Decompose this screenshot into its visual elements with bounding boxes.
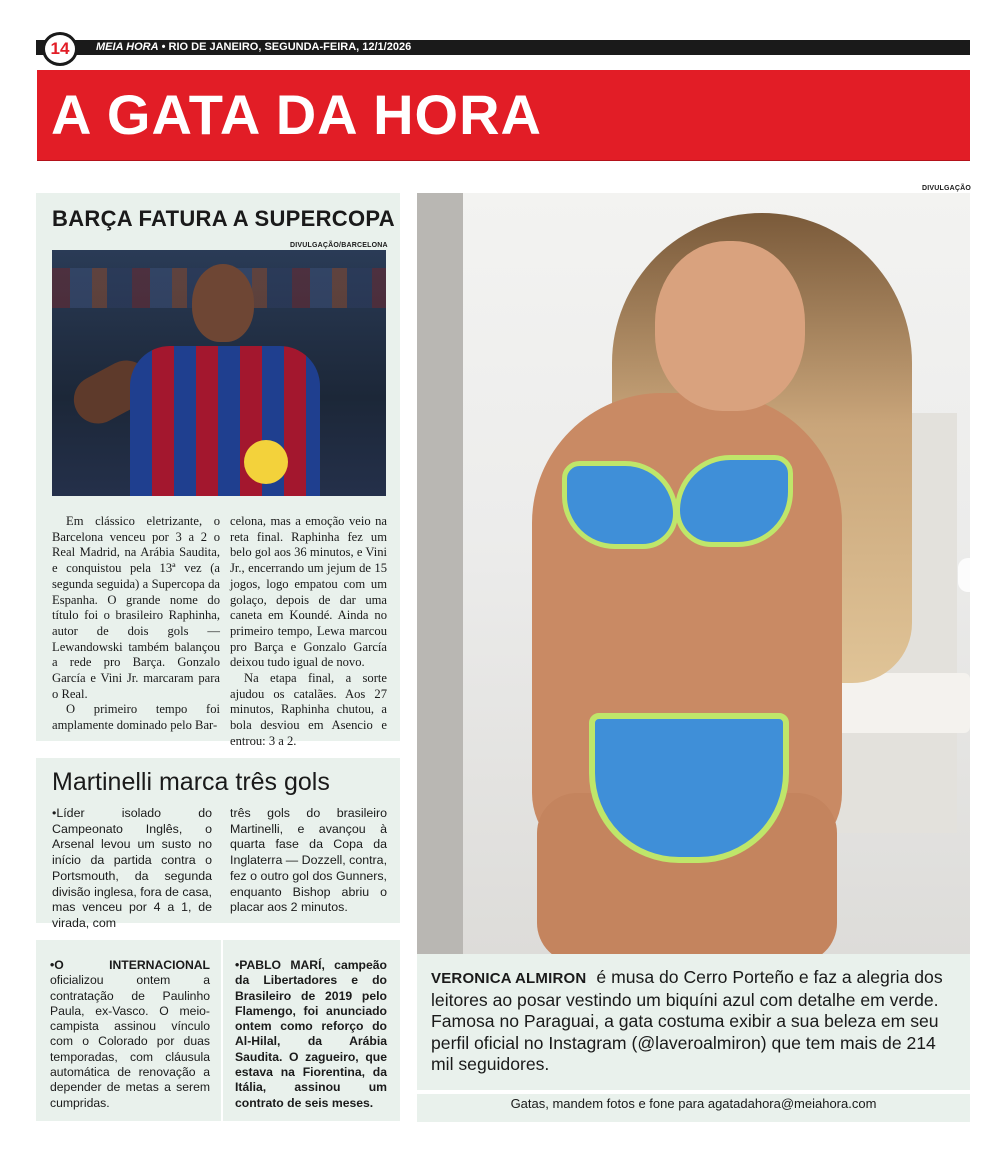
feature-caption-box: [417, 954, 970, 1090]
martinelli-column-1: •Líder isolado do Campeonato Inglês, o Arsenal levou um susto no início da partida contra o Portsmouth, da segunda divisão inglesa, fora de casa, mas venceu por 4 a 1, de virada, com: [52, 806, 212, 930]
player-head: [192, 264, 254, 342]
barca-paragraph: celona, mas a emoção veio na reta final. Raphinha fez um belo gol aos 36 minutos, e Vini Jr., encerrando um jejum de 15 jogos, logo empatou com um golaço, depois de dar uma caneta em Koundé. Ainda no primeiro tempo, Lewa marcou pro Barça e Gonzalo García deixou tudo igual de novo.: [230, 514, 387, 670]
pablo-mari-note: [223, 940, 400, 1121]
barca-column-1: [52, 514, 220, 734]
bikini-top-left: [562, 461, 678, 549]
barca-story: [36, 193, 400, 748]
barca-headline: BARÇA FATURA A SUPERCOPA: [52, 206, 395, 231]
internacional-lead: •O INTERNACIONAL: [50, 958, 210, 972]
pablo-mari-body: campeão da Libertadores e do Brasileiro de 2019 pelo Flamengo, foi anunciado ontem como reforço do Al-Hilal, da Arábia Saudita. O zagueiro, que estava na Fiorentina, da Itália, assinou um contrato de seis meses.: [235, 958, 387, 1110]
submission-footer: [417, 1094, 970, 1122]
model-face: [655, 241, 805, 411]
feature-caption: [431, 967, 959, 1076]
player-shirt: [130, 346, 320, 496]
barca-paragraph: Em clássico eletrizante, o Barcelona venceu por 3 a 2 o Real Madrid, na Arábia Saudita, e conquistou pela 13ª vez (a segunda seguida) a Supercopa da Espanha. O grande nome do título foi o brasileiro Raphinha, autor de dois gols — Lewandowski também balançou a rede pro Barça. Gonzalo García e Vini Jr. marcaram para o Real.: [52, 514, 220, 701]
barca-photo-credit: DIVULGAÇÃO/BARCELONA: [290, 242, 388, 249]
model-name: VERONICA ALMIRON: [431, 970, 587, 987]
dateline: [96, 41, 411, 54]
barca-paragraph: Na etapa final, a sorte ajudou os catalães. Aos 27 minutos, Raphinha chutou, a bola desviou em Asencio e entrou: 3 a 2.: [230, 671, 387, 748]
internacional-body: oficializou ontem a contratação de Paulinho Paula, ex-Vasco. O meio-campista assinou vínculo com o Colorado por duas temporadas, com cláusula automática de renovação a depender de metas a serem cumpridas.: [50, 973, 210, 1110]
internacional-note: [36, 940, 221, 1121]
background-wall: [417, 193, 463, 954]
dateline-text: • RIO DE JANEIRO, SEGUNDA-FEIRA, 12/1/2026: [158, 41, 412, 53]
pablo-mari-lead: •PABLO MARÍ,: [235, 958, 325, 972]
internacional-text: [50, 958, 210, 1111]
submission-text: Gatas, mandem fotos e fone para agatadahora@meiahora.com: [510, 1096, 877, 1111]
section-banner: [37, 70, 970, 161]
page-number: 14: [42, 32, 78, 66]
model-photo: [417, 193, 970, 954]
barca-column-2: [230, 514, 387, 750]
martinelli-headline: Martinelli marca três gols: [52, 768, 330, 796]
caption-text: é musa do Cerro Porteño e faz a alegria dos leitores ao posar vestindo um biquíni azul com detalhe em verde. Famosa no Paraguai, a gata costuma exibir a sua beleza em seu perfil oficial no Instagram (@laveroalmiron) que tem mais de 214 mil seguidores.: [431, 967, 943, 1074]
martinelli-story: [36, 758, 400, 930]
chevron-right-icon: [958, 558, 970, 592]
brand-name: MEIA HORA: [96, 41, 159, 53]
feature-photo-credit: DIVULGAÇÃO: [922, 185, 972, 192]
player-photo: [52, 250, 386, 496]
martinelli-column-2: três gols do brasileiro Martinelli, e avançou à quarta fase da Copa da Inglaterra — Dozzell, contra, fez o outro gol dos Gunners, enquanto Bishop abriu o placar aos 2 minutos.: [230, 806, 388, 915]
barca-paragraph: O primeiro tempo foi amplamente dominado pelo Bar-: [52, 702, 220, 733]
section-title: A GATA DA HORA: [51, 83, 542, 146]
pablo-mari-text: [235, 958, 387, 1111]
sponsor-logo: [244, 440, 288, 484]
